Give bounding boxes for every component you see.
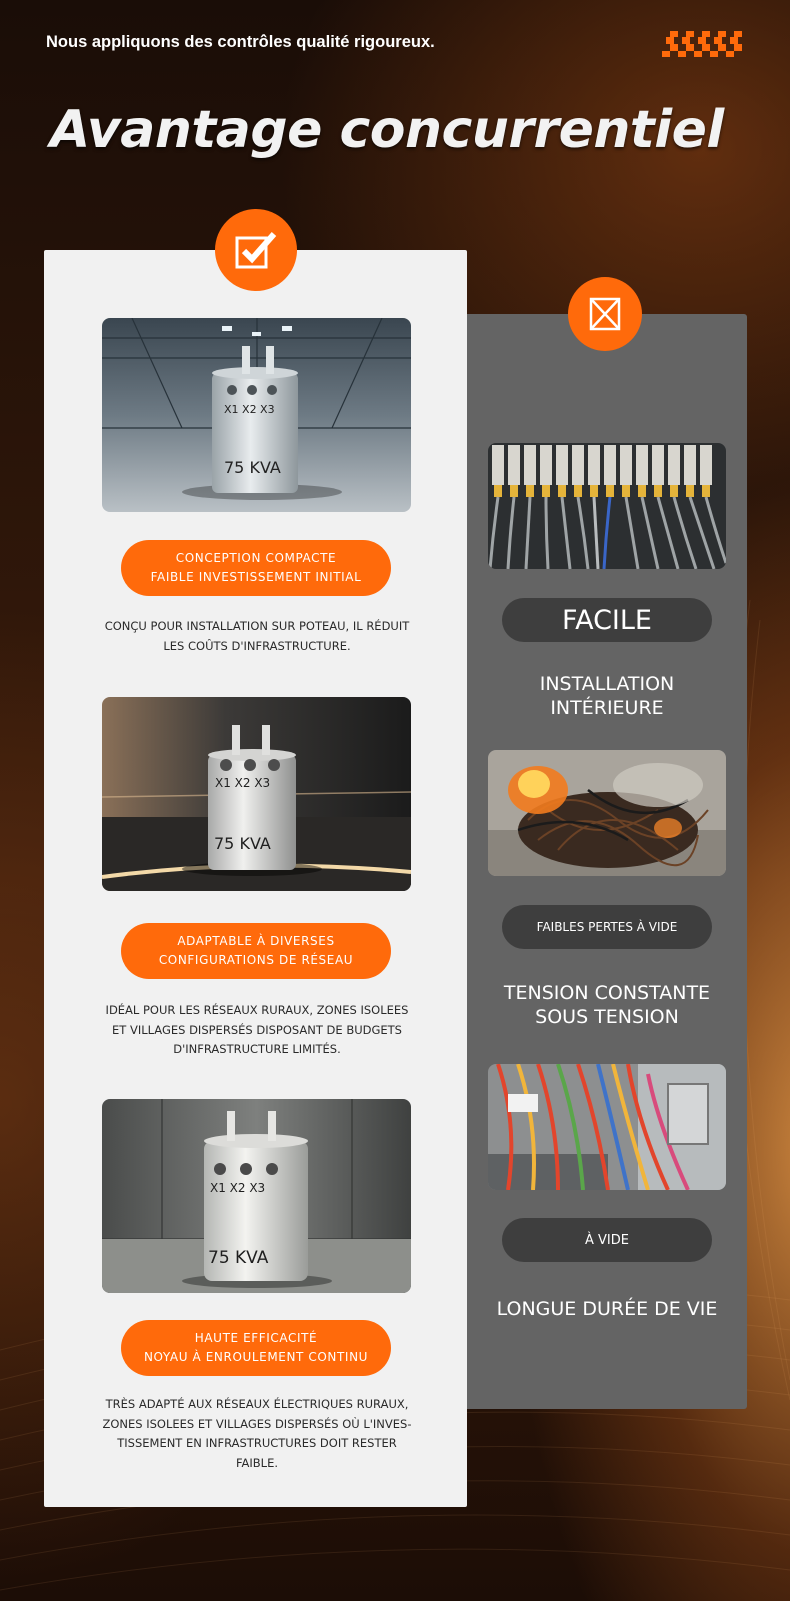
kva-label: 75 KVA bbox=[208, 1248, 269, 1268]
terminal-labels: X1 X2 X3 bbox=[210, 1181, 266, 1195]
description-line: D'INFRASTRUCTURE LIMITÉS. bbox=[173, 1042, 341, 1056]
description-line: TRÈS ADAPTÉ AUX RÉSEAUX ÉLECTRIQUES RURAUX, bbox=[105, 1397, 409, 1411]
terminal-labels: X1 X2 X3 bbox=[215, 776, 271, 790]
caption-line: SOUS TENSION bbox=[535, 1006, 679, 1028]
feature-pill-line: HAUTE EFFICACITÉ bbox=[194, 1331, 318, 1345]
description-line: LES COÛTS D'INFRASTRUCTURE. bbox=[163, 638, 351, 653]
feature-pill-3 bbox=[121, 1320, 391, 1376]
description-line: IDÉAL POUR LES RÉSEAUX RURAUX, ZONES ISOLEES bbox=[105, 1003, 409, 1017]
right-badge bbox=[568, 277, 642, 351]
feature-pill-line: CONCEPTION COMPACTE bbox=[175, 551, 337, 565]
transformer-photo-warehouse bbox=[102, 318, 411, 512]
kva-label: 75 KVA bbox=[214, 834, 271, 853]
checkbox-checked-icon bbox=[234, 230, 278, 270]
checker-flag-icon bbox=[660, 31, 746, 57]
caption-installation bbox=[480, 672, 734, 720]
pill-facile: FACILE bbox=[502, 598, 712, 642]
description-line: ET VILLAGES DISPERSÉS DISPOSANT DE BUDGETS bbox=[112, 1022, 402, 1037]
feature-pill-2 bbox=[121, 923, 391, 979]
description-line: ZONES ISOLEES ET VILLAGES DISPERSÉS OÙ L'INVES- bbox=[102, 1416, 412, 1431]
feature-pill-line: NOYAU À ENROULEMENT CONTINU bbox=[143, 1350, 369, 1364]
description-line: TISSEMENT EN INFRASTRUCTURES DOIT RESTER bbox=[117, 1436, 397, 1450]
checkbox-crossed-icon bbox=[588, 297, 622, 331]
caption-longue-duree bbox=[480, 1297, 734, 1321]
feature-description-3 bbox=[84, 1395, 430, 1473]
tagline: Nous appliquons des contrôles qualité rigoureux. bbox=[46, 33, 435, 51]
description-line: FAIBLE. bbox=[235, 1455, 279, 1470]
burning-wires-photo bbox=[488, 750, 726, 876]
left-badge bbox=[215, 209, 297, 291]
feature-description-1 bbox=[84, 617, 430, 656]
caption-line: LONGUE DURÉE DE VIE bbox=[496, 1298, 718, 1320]
pill-a-vide: À VIDE bbox=[502, 1218, 712, 1262]
caption-line: INSTALLATION bbox=[539, 673, 675, 695]
feature-pill-1 bbox=[121, 540, 391, 596]
feature-pill-line: CONFIGURATIONS DE RÉSEAU bbox=[158, 953, 354, 967]
pill-faibles-pertes: FAIBLES PERTES À VIDE bbox=[502, 905, 712, 949]
terminal-labels: X1 X2 X3 bbox=[224, 403, 275, 416]
feature-pill-line: FAIBLE INVESTISSEMENT INITIAL bbox=[150, 570, 362, 584]
terminal-block-photo bbox=[488, 443, 726, 569]
kva-label: 75 KVA bbox=[224, 458, 281, 477]
caption-tension bbox=[480, 981, 734, 1029]
transformer-photo-room bbox=[102, 1099, 411, 1293]
description-line: CONÇU POUR INSTALLATION SUR POTEAU, IL RÉDUIT bbox=[104, 619, 410, 633]
page-title: Avantage concurrentiel bbox=[50, 100, 724, 160]
feature-description-2 bbox=[84, 1001, 430, 1060]
feature-pill-line: ADAPTABLE À DIVERSES bbox=[177, 934, 335, 948]
caption-line: INTÉRIEURE bbox=[550, 697, 664, 719]
wiring-harness-photo bbox=[488, 1064, 726, 1190]
caption-line: TENSION CONSTANTE bbox=[503, 982, 711, 1004]
transformer-photo-studio bbox=[102, 697, 411, 891]
